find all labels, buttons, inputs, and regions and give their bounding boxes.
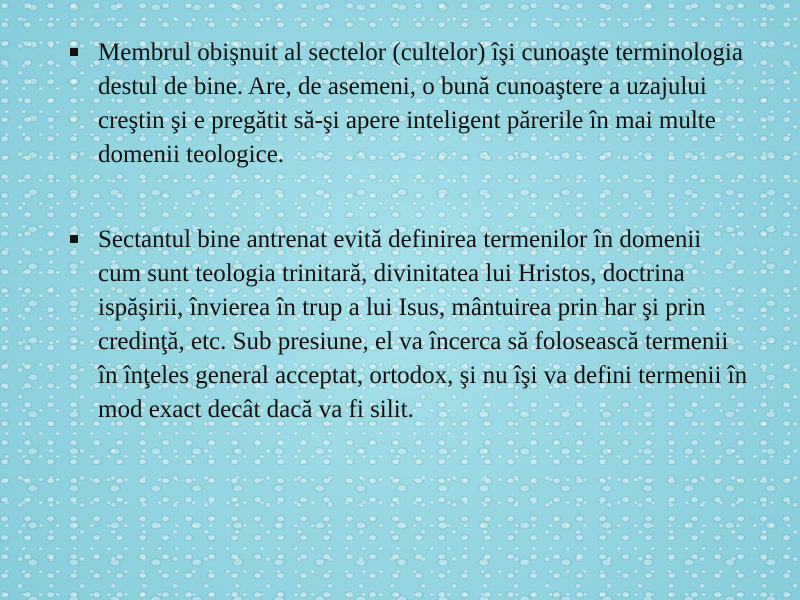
bullet-item	[70, 36, 750, 172]
square-bullet-icon	[70, 235, 78, 243]
bullet-item	[70, 223, 750, 427]
bullet-list	[70, 36, 750, 427]
bullet-text: Sectantul bine antrenat evită definirea termenilor în domenii cum sunt teologia trinitară, divinitatea lui Hristos, doctrina ispăşirii, învierea în trup a lui Isus, mântuirea prin har şi prin credinţă, etc. Sub presiune, el va încerca să folosească termenii în înţeles general acceptat, ortodox, şi nu îşi va defini termenii în mod exact decât dacă va fi silit.	[98, 226, 748, 423]
bullet-text: Membrul obişnuit al sectelor (cultelor) îşi cunoaşte terminologia destul de bine. Are, de asemeni, o bună cunoaştere a uzajului creştin şi e pregătit să-şi apere inteligent părerile în mai multe domenii teologice.	[98, 39, 743, 168]
square-bullet-icon	[70, 48, 78, 56]
